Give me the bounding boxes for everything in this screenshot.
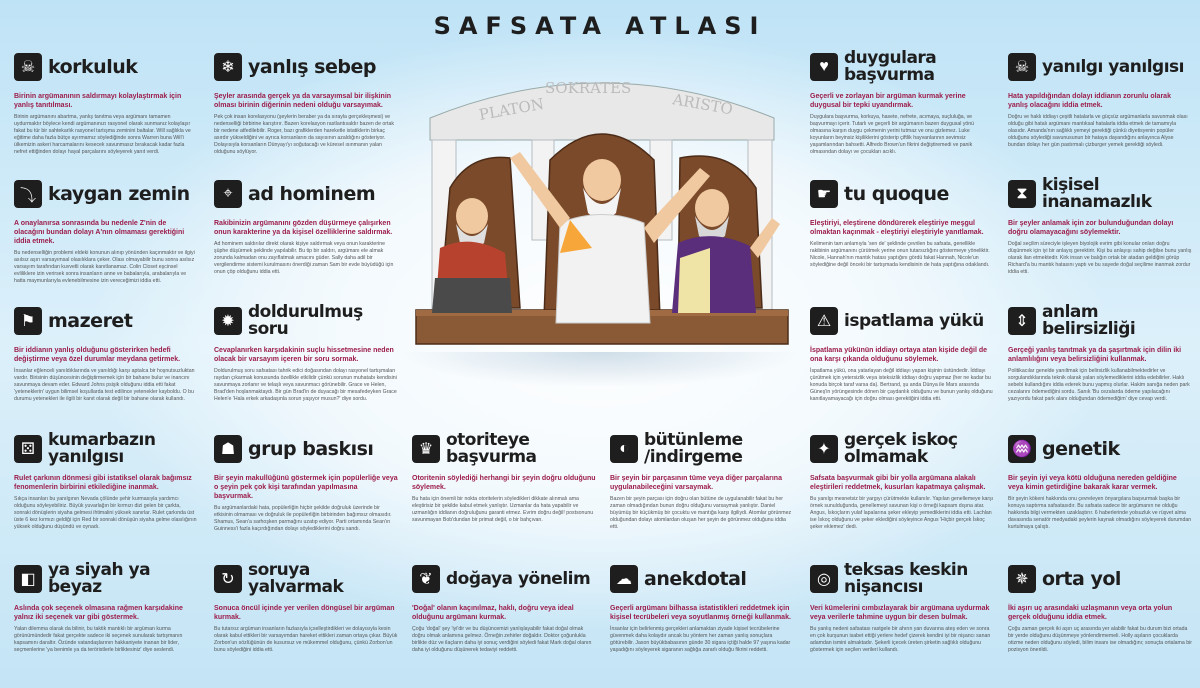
card-body: Pek çok insan korelasyonu (şeylerin beraber ya da sırayla gerçekleşmesi) ve nedenselliği birbirine karıştırır. Bazen korelasyon rastlantısaldır bazen de ortak bir nedene atfedilebilir. Roger, bazı grafiklerden hareketle istatiklerin birkaç asırdır yükseldiğini ve ayrıca korsanların da sayısının azaldığını gösteriyor. Dolayısıyla korsanların Dünyayı'yı soğutacağı ve küresel ısınmanın yalan olduğunu söylüyor. [214, 114, 394, 155]
card-otoriteye-basvurma [412, 430, 596, 550]
card-ya-siyah-ya-beyaz [14, 560, 198, 680]
loop-icon: ↻ [214, 565, 242, 593]
card-body: İnsanlar için belirlenmiş gerçekleri anlamaktan ziyade kişisel tecrübelerine güvenmek daha kolaydır ancak bu yöntem her zaman yanlış sonuçlara götürebilir. Jason büyükbabasının günde 30 sigara içtiği halde 97 yaşına kadar yaşadığını söyleyerek sigaranın sağlığa zararlı olduğu fikrini reddetti. [610, 626, 791, 653]
card-korkuluk [14, 48, 198, 168]
card-body: Bu yanılgı mesnetsiz bir yargıyı çürütmekte kullanılır. Yapılan genellemeye karşı örnek sunulduğunda, genellemeyi savunan kişi o örneği kapsam dışına atar. Angus, İskoçların yulaf lapalarına şeker ekleyip yemediklerini iddia etti. Lachlan ise İskoç olduğunu ve şeker eklediğini söyleyince Angus 'Hiçbir gerçek İskoç şeker eklemez' dedi. [810, 496, 994, 530]
card-genetik [1008, 430, 1192, 550]
card-title: orta yol [1042, 567, 1121, 590]
leaf-icon: ❦ [412, 565, 440, 593]
card-title: tu quoque [844, 182, 949, 205]
card-title: teksas keskin nişancısı [844, 560, 968, 597]
card-gercek-iskoc-olmamak [810, 430, 994, 550]
card-teksas-keskin-nisancisi [810, 560, 994, 680]
card-title: gerçek iskoç olmamak [844, 430, 958, 467]
hero-shadow [400, 352, 800, 388]
double-arrow-icon: ⇕ [1008, 307, 1036, 335]
pointing-hand-icon: ☛ [810, 180, 838, 208]
checker-icon: ◧ [14, 565, 42, 593]
hero-name-aristo: ARISTO [671, 90, 735, 119]
group-icon: ☗ [214, 435, 242, 463]
card-summary: Bir şeyin bir parçasının tüme veya diğer parçalarına uygulanabileceğini varsaymak. [610, 475, 782, 491]
card-body: Çoğu 'doğal' şey 'iyi'dir ve bu düşüncemizi yanlışlayabilir fakat doğal olmak doğru olmak anlamına gelmez. Örneğin zehirler doğaldır. Doktor çoğunlukla birlikte düz ve ilaçların daha iyi sonuç verdiğini söyledi fakat Mark doğal olanın daha iyi olduğunu düşünerek tedaviyi reddetti. [412, 626, 592, 653]
card-doldurulmus-soru [214, 302, 398, 422]
card-title: yanılgı yanılgısı [1042, 56, 1184, 77]
card-title: anekdotal [644, 567, 747, 590]
card-title: doldurulmuş soru [248, 302, 363, 339]
card-soruya-yalvarmak [214, 560, 398, 680]
philosophers-illustration [410, 48, 794, 353]
card-kaygan-zemin [14, 175, 198, 295]
card-title: soruya yalvarmak [248, 560, 344, 597]
dice-icon: ⚄ [14, 435, 42, 463]
card-anlam-belirsizligi [1008, 302, 1192, 422]
card-title: kaygan zemin [48, 182, 190, 205]
target-icon: ◎ [810, 565, 838, 593]
card-body: Bu hata için önemli bir nokta otoritelerin söyledikleri dikkate alınmalı ama eleştirisiz bir şekilde kabul etmek yanlıştır. Uzmanlar da hata yapabilir ve uzmanlığın iddianın doğruluğunu garanti etmez. Evrim doğru değil! postsonunu savunmayan Bob'dundan bir primat değil, o bir bahçıvan. [412, 496, 594, 523]
card-kumarbazin-yanilgisi [14, 430, 198, 550]
card-body: İspatlama yükü, ona yatarlayan değil iddiayı yapan kişinin üstündedir. İddiayı çürütmek için yetersizlik veya isteksizlik iddiayı doğru yapmaz (her ne kadar bu konuda birçok taraf varsa da). Bertrand, şu anda Dünya ile Mars arasında Güneş'in yörüngesinde dönen bir çaydanlık olduğunu ve bunun yanlış olduğunu kanıtlayamayacağı için doğru olması gerektiğini iddia etti. [810, 368, 993, 402]
card-yanlis-sebep [214, 48, 398, 168]
card-body: Doğal seçilim süreciyle işleyen biyolojik evrim gibi konular onları doğru düşünmek için iyi bir anlayış gerektirir. Kişi bu anlayışı sahip değilse bunu yanlış olarak ilan etmektedir. Kirk insan ve balığın ortak bir atadan geldiğini görüp Richard'a bu mantık hatasını yaptı ve bu sayede doğal seçilime inanmak zordur iddia etti. [1008, 241, 1192, 275]
card-title: ispatlama yükü [844, 310, 984, 331]
kneeling-icon: ⚑ [14, 307, 42, 335]
card-title: korkuluk [48, 55, 138, 78]
card-summary: İki aşırı uç arasındaki uzlaşmanın veya orta yolun gerçek olduğunu iddia etmek. [1008, 605, 1173, 621]
card-body: Ad hominem saldırılar direkt olarak kişiye saldırmak veya onun karakterine şüphe düşürmek şeklinde yapılabilir. Bu tip bir saldırı, argümanı ele almak zorunda kalmadan onu zayıflatmak amacını güder. Sally daha adil bir vergilendirme sistemi kurulmasını önerdiği zaman Sam bir evde büyüdüğü için onun çöp olduğunu iddia etti. [214, 241, 394, 275]
snowflake-icon: ❄ [214, 53, 242, 81]
card-summary: Safsata başvurmak gibi bir yolla argümana alakalı eleştirileri reddetmek, kusurları kapatmaya çalışmak. [810, 475, 986, 491]
card-body: Bazen bir şeyin parçası için doğru olan bütüne de uygulanabilir fakat bu her zaman olmadığından bunun doğru olduğunu varsaymak yanlıştır. Daniel büyümüş bir küçükmüş bir çocuktu ve mantığa karşı ilgiliydi. Atomlar görünmez olduğundan dolayı atomlardan oluşan her şeyin de görünmez olduğunu iddia etti. [610, 496, 792, 530]
card-title: anlam belirsizliği [1042, 302, 1136, 339]
card-summary: Geçerli argümanı bilhassa istatistikleri reddetmek için kişisel tecrübeleri veya soyutlanmış örneği kullanmak. [610, 605, 791, 621]
card-summary: 'Doğal' olanın kaçınılmaz, haklı, doğru veya ideal olduğunu argümanı kurmak. [412, 605, 574, 621]
card-title: grup baskısı [248, 437, 374, 460]
slope-icon: ⤵ [14, 180, 42, 208]
scarecrow-icon: ☠ [14, 53, 42, 81]
card-yanilgi-yanilgisi [1008, 48, 1192, 168]
card-title: genetik [1042, 437, 1120, 460]
card-title: duygulara başvurma [844, 48, 937, 85]
card-summary: Aslında çok seçenek olmasına rağmen karşıdakine yalnız iki seçenek var gibi göstermek. [14, 605, 183, 621]
card-title: ad hominem [248, 182, 376, 205]
card-duygulara-basvurma [810, 48, 994, 168]
card-butunleme-indirgeme [610, 430, 794, 550]
card-kisisel-inanamazlik [1008, 175, 1192, 295]
card-summary: Geçerli ve zorlayan bir argüman kurmak yerine duygusal bir tepki uyandırmak. [810, 93, 966, 109]
card-title: doğaya yönelim [446, 568, 591, 589]
card-summary: Birinin argümanının saldırmayı kolaylaştırmak için yanlış tanıtılması. [14, 93, 182, 109]
card-mazeret [14, 302, 198, 422]
card-body: Bu nedenselliğin problemi eldeki konunun alınıp yönünden kaçınmaktır ve ilgiyi asılsız aşırı varsayımsal olasılıklara çeker. Olası olmayabilir bunu sonra asılsız varsayım tarafından kuvvetli olarak kanıtlanamaz. Colin Closet eşcinsel evliliklere izin verirsek sonra insanların anne ve babalarıyla, arabalarıyla ve hatta maymunlarıyla evlenebilmesine izin vereceğimizi iddia etti. [14, 250, 195, 284]
hero-name-sokrates: SOKRATES [545, 79, 632, 97]
card-tu-quoque [810, 175, 994, 295]
card-summary: Bir şeyin iyi veya kötü olduğuna nereden geldiğine veya kimin getirdiğine bakarak karar vermek. [1008, 475, 1177, 491]
card-summary: Gerçeği yanlış tanıtmak ya da şaşırtmak için dilin iki anlamlılığını veya belirsizliğini kullanmak. [1008, 347, 1182, 363]
dna-icon: ♒ [1008, 435, 1036, 463]
card-body: Sıkça insanları bu yanılgının Nevada çölünde şehir kurmasıyla yardımcı olduğunu söyleyebiliriz. Büyük yuvarlağın bir kırmızı dizi gelen bir çarkta, sonraki dönüşlerin siyaha gelmesi ihtimalini yüksek sanırlar. Rulet çarkında üst üste 6 kez kırmızı geldiği için Red bir sonraki dönüşün siyaha gelme olasılığının yüksek olduğunu düşündü ve oynadı. [14, 496, 197, 530]
card-body: Bir şeyin kökeni hakkında onu çevreleyen önyargılara başvurmak başka bir konuya saptırma safsatasıdır. Bu safsata sadece bir argümanın ne olduğu hakkında bilgi vermekten uzaklaştırır. 6 haberlerinde yolsuzluk ve rüşvet alma davasında senatör medyadaki şeylerin kaynak olmadığını söyleyerek durumdan kurtulmaya çalıştı. [1008, 496, 1192, 530]
card-title: otoriteye başvurma [446, 430, 537, 467]
card-body: Birinin argümanını abartma, yanlış tanıtma veya argümanı tamamen uydurmaktır böylece kendi argümanınızı rasyonel olarak sunmanız kolaylaşır fakat bu tür bir sahtekarlık rasyonel tartışma zeminini baltalar. Will sağlıkla ve eğitime daha fazla bütçe ayırmamız söylediğinde sonra Warren buna Will'i ülkemizin askeri harcamalarını kesecek savunmasız bırakacak kadar fazla nefret ettiğinden dolayı hayal parçalarını söyleyerek yanıt verdi. [14, 114, 191, 155]
card-title: kumarbazın yanılgısı [48, 430, 156, 467]
card-summary: Bir şeyin makullüğünü göstermek için popülerliğe veya o şeyin pek çok kişi tarafından yapılmasına başvurmak. [214, 475, 398, 500]
bomb-icon: ✹ [214, 307, 242, 335]
speech-bubble-icon: ☁ [610, 565, 638, 593]
card-summary: Eleştiriyi, eleştirene döndürerek eleştiriye meşgul olmaktan kaçınmak - eleştiriyi eleştiriyle yanıtlamak. [810, 220, 984, 236]
card-summary: İspatlama yükünün iddiayı ortaya atan kişide değil de ona karşı çıkanda olduğunu söylemek. [810, 347, 987, 363]
card-body: Bu yanlış nedeni safsatası rastgele bir ahırın yan duvarına ateş eden ve sonra en çok kurşunun isabet ettiği yerlere hedef çizerek kendini iyi bir nişancı sanan adamdan ismini almaktadır. Şekerli içecek üreten şirketin sağlıklı olduğunu göstermek için seçilen verileri kullandı. [810, 626, 991, 653]
spider-icon: ✵ [1008, 565, 1036, 593]
card-title: kişisel inanamazlık [1042, 175, 1152, 212]
card-summary: A onaylanırsa sonrasında bu nedenle Z'nin de olacağını bundan dolayı A'nın olmaması gerektiğini iddia etmek. [14, 220, 185, 245]
heart-icon: ♥ [810, 53, 838, 81]
crosshair-icon: ⌖ [214, 180, 242, 208]
card-ispatlama-yuku [810, 302, 994, 422]
card-title: bütünleme /indirgeme [644, 430, 743, 467]
card-summary: Cevaplanırken karşıdakinin suçlu hissetmesine neden olacak bir varsayım içeren bir soru sormak. [214, 347, 394, 363]
thistle-icon: ✦ [810, 435, 838, 463]
card-body: Doğru ve haklı iddiayı çeşitli hatalarla ve güçsüz argümanlarla savunmak olası olduğu gibi hatalı argümanı mantıksal hatalarla iddia etmek de tamamıyla olasıdır. Amanda'nın sağlıklı yemeyi gerektiği çünkü diyetisyenin popüler olduğunu söylediği savunusunun bir hataya dayandığını anlayınca Alyse bundan dolayı her gün pastırmalı çizburger yemek gerektiği söyledi. [1008, 114, 1188, 148]
card-summary: Veri kümelerini cımbızlayarak bir argümana uydurmak veya verilerle tahmine uygun bir desen bulmak. [810, 605, 990, 621]
card-body: Politikacılar genelde yanıltmak için belirsizlik kullanabilmektedirler ve sorgulandıklarında teknik olarak yalan söylemediklerini iddia edebilirler. Haklı sebebi kullandığını iddia ederek bunu yapmış olurlar. Hakim sanığa neden park cezalarını ödemediğini sordu. Sanık 'Bu cezalarda ödeme yapılacağını yazıyordu fakat park alanı olduğundan ödemediğim' diye cevap verdi. [1008, 368, 1190, 402]
card-summary: Otoritenin söylediği herhangi bir şeyin doğru olduğunu söylemek. [412, 475, 596, 491]
card-body: Kelimenin tam anlamıyla 'sen de' şeklinde çevrilen bu safsata, genellikle rakibinin argümanını çürütmek yerine onun tutarsızlığını göstermeye yöneliktir. Nicole, Hannah'nın mantık hatası yaptığını gördü fakat Hannah, Nicole'un söylediğine değil önceki bir tartışmada kendisinin de hata yaptığına odaklandı. [810, 241, 990, 268]
page-title: SAFSATA ATLASI [433, 12, 767, 40]
card-body: Çoğu zaman gerçek iki aşırı uç arasında yer alabilir fakat bu durum bizi ortada bir yerde olduğunu düşünmeye yönlendirmemeli. Holly aşıların çocuklarda otizme neden olduğunu söyledi, bilim insanı ise olmadığını; sonuçta ortalama bir pozisyon önerildi. [1008, 626, 1192, 653]
card-body: Duygulara başvurma, korkuya, hasete, nefrete, acımaya, suçluluğa, ve başvurmayı içerir. Tutarlı ve geçerli bir argümanın bazen duygusal yönü olmasına karşın duygu çekmenin yerini tutmaz ve onu gizlemez. Luke koyunların beyinsiz kişiliklerini gösterip çiftlik hayvanlarının sevimsiz yaşamlarından bahsetti. Alfredo Brown'un fikrini değiştiremedi ve panik olmasından dolayı ve çocukları acıklı. [810, 114, 975, 155]
skull-icon: ☠ [1008, 53, 1036, 81]
card-grup-baskisi [214, 430, 398, 550]
card-summary: Bir şeyler anlamak için zor bulunduğundan dolayı doğru olamayacağını söylemektir. [1008, 220, 1174, 236]
card-summary: Bir iddianın yanlış olduğunu gösterirken hedefi değiştirme veya özel durumlar meydana getirmek. [14, 347, 181, 363]
card-title: ya siyah ya beyaz [48, 560, 151, 597]
glass-icon: ⧗ [1008, 180, 1036, 208]
card-summary: Şeyler arasında gerçek ya da varsayımsal bir ilişkinin olması birinin diğerinin nedeni olduğu varsayımak. [214, 93, 392, 109]
split-icon: ◐ [610, 435, 638, 463]
card-summary: Hata yapıldığından dolayı iddianın zorunlu olarak yanlış olacağını iddia etmek. [1008, 93, 1171, 109]
hero-name-platon: PLATON [477, 94, 546, 124]
falling-person-icon: ⚠ [810, 307, 838, 335]
card-body: İnsanlar eğlenceli yanıldıklarında ve yanıldığı karşı aptalca bir hoşnutsuzluktan vardır. Birisinin düşüncesinin değiştirmemek için bir bahane bulur ve inancını savunmaya devam eder. Edward Johns psişik olduğunu iddia etti fakat 'yeteneklerin' uygun bilimsel koşullarda test edilince yetenekler kayboldu. O bu durumu yetenekleri ile ilgili bir kanıt olarak değil bir bahane olarak kullandı. [14, 368, 195, 402]
card-body: Doldurulmuş soru safsatası tahrik edici doğasından dolayı rasyonel tartışmaları raydan çıkarmak konusunda özellikle etkilidir çünkü sorunun muhatabı kendisini savunmaya zorlanır ve telaşlı veya savunmacı görünebilir. Grace ve Helen, Brad'den hoşlanmaktaydı. Bir gün Brad'in de duyacağı bir mesafedeyken Grace Helen'e 'Hala erkek arkadaşınla sorun yaşıyor musun?' diye sordu. [214, 368, 397, 402]
card-summary: Rakibinizin argümanını gözden düşürmeye çalışırken onun karakterine ya da kişisel özelliklerine saldırmak. [214, 220, 393, 236]
card-body: Yalan dilemma olarak da bilinir, bu taktik mantıklı bir argüman kurma görünümündedir fakat gerçekte sadece iki seçenek sunularak tartışmanın kapsamını daraltır. Özünde vatandaşlarının hakkaniyete inanan bir lider, seçmenlerine 'ya benimle ya da teröristlerle birliktesiniz' diye seslendi. [14, 626, 183, 653]
card-summary: Sonuca öncül içinde yer verilen döngüsel bir argüman kurmak. [214, 605, 395, 621]
card-title: yanlış sebep [248, 55, 376, 78]
card-body: Bu argümanlardaki hata, popülerliğin hiçbir şekilde doğruluk üzerinde bir etkisinin olmaması ve doğruluk ile popülerliğin birbirinden bağımsız olmasıdır. Shamus, Sean'a sarhoşken parmağını uzatıp ediyor. Parti ortamında Sean'ın Guinness'i fazla kaçırdığından dolayı söylediklerini doğru sandı. [214, 505, 392, 532]
crown-icon: ♛ [412, 435, 440, 463]
card-summary: Rulet çarkının dönmesi gibi istatiksel olarak bağımsız fenomenlerin birbirini etkilediğine inanmak. [14, 475, 192, 491]
card-dogaya-yonelim [412, 560, 596, 680]
card-anekdotal [610, 560, 794, 680]
card-orta-yol [1008, 560, 1192, 680]
card-title: mazeret [48, 309, 133, 332]
card-body: Bu tutarsız argüman insanların fazlasıyla içselleştirdikleri ve dolayısıyla kesin olarak kabul ettikleri bir varsayımdan hareket ettikleri zaman ortaya çıkar. Büyük Zorbon'un sözlüğünün de kusursuz ve mükemmel olduğunu, çünkü Zorbon'un bunu söylediğini iddia etti. [214, 626, 398, 653]
card-ad-hominem [214, 175, 398, 295]
